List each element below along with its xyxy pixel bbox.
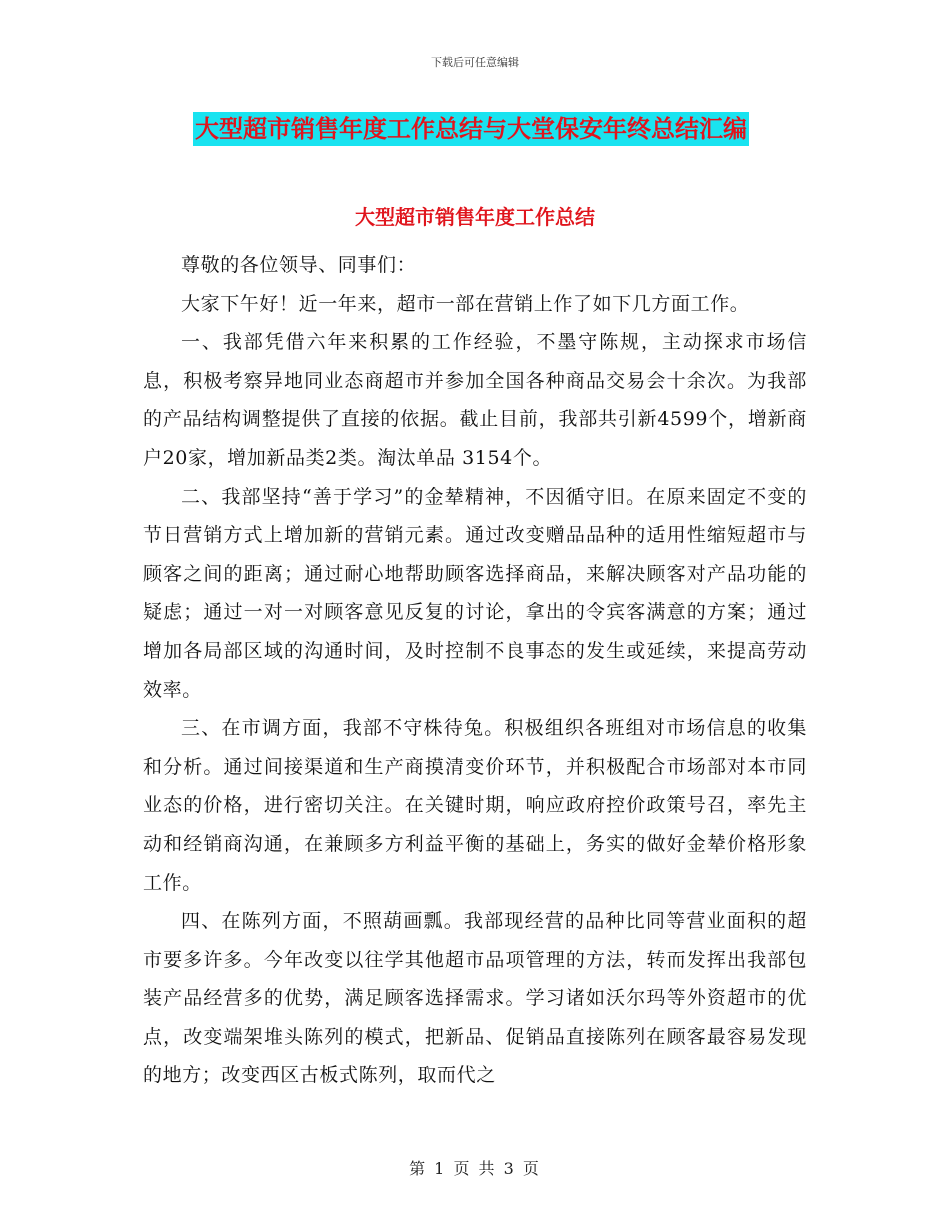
document-body <box>143 246 807 1095</box>
document-main-title: 大型超市销售年度工作总结与大堂保安年终总结汇编 <box>193 112 749 146</box>
body-paragraph-3: 三、在市调方面，我部不守株待兔。积极组织各班组对市场信息的收集和分析。通过间接渠道和生产商摸清变价环节，并积极配合市场部对本市同业态的价格，进行密切关注。在关键时期，响应政府控价政策号召，率先主动和经销商沟通，在兼顾多方利益平衡的基础上，务实的做好金辇价格形象工作。 <box>143 717 807 894</box>
body-paragraph-4: 四、在陈列方面，不照葫画瓢。我部现经营的品种比同等营业面积的超市要多许多。今年改变以往学其他超市品项管理的方法，转而发挥出我部包装产品经营多的优势，满足顾客选择需求。学习诸如沃尔玛等外资超市的优点，改变端架堆头陈列的模式，把新品、促销品直接陈列在顾客最容易发现的地方；改变西区古板式陈列，取而代之 <box>143 910 807 1087</box>
section-title: 大型超市销售年度工作总结 <box>355 205 595 229</box>
body-paragraph-1: 一、我部凭借六年来积累的工作经验，不墨守陈规，主动探求市场信息，积极考察异地同业态商超市并参加全国各种商品交易会十余次。为我部的产品结构调整提供了直接的依据。截止目前，我部共引新4599个，增新商户20家，增加新品类2类。淘汰单品 3154个。 <box>143 331 807 469</box>
body-paragraph-2: 二、我部坚持“善于学习”的金辇精神，不因循守旧。在原来固定不变的节日营销方式上增加新的营销元素。通过改变赠品品种的适用性缩短超市与顾客之间的距离；通过耐心地帮助顾客选择商品，来解决顾客对产品功能的疑虑；通过一对一对顾客意见反复的讨论，拿出的令宾客满意的方案；通过增加各局部区域的沟通时间，及时控制不良事态的发生或延续，来提高劳动效率。 <box>143 485 807 701</box>
greeting-paragraph: 大家下午好！近一年来，超市一部在营销上作了如下几方面工作。 <box>181 292 750 315</box>
page-number-footer: 第 1 页 共 3 页 <box>409 1159 541 1178</box>
salutation-paragraph: 尊敬的各位领导、同事们： <box>181 254 417 276</box>
header-note: 下载后可任意编辑 <box>431 56 519 69</box>
